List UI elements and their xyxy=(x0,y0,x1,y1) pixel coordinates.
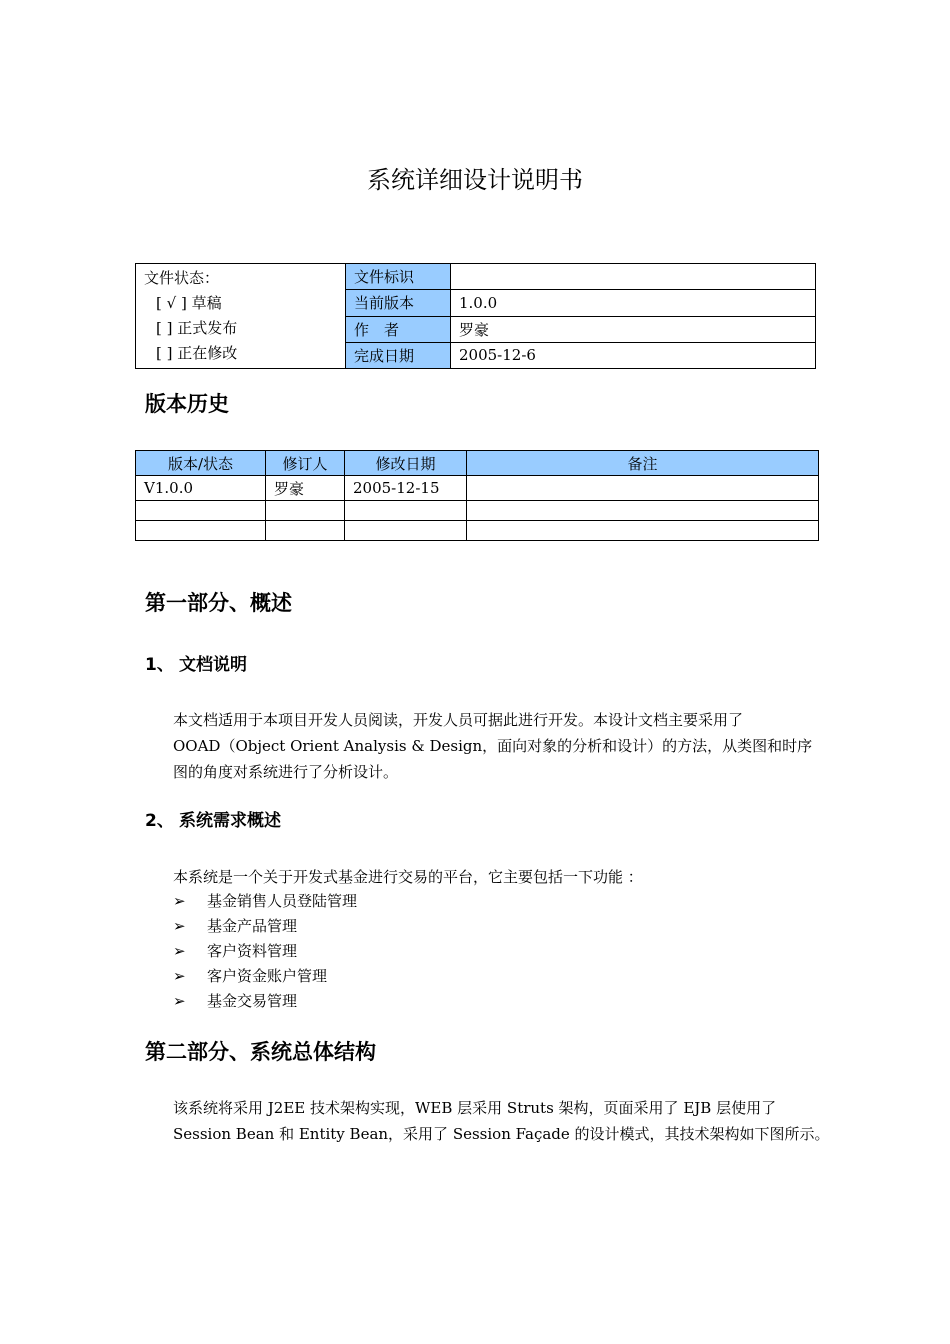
status-option-draft: [ √ ] 草稿 xyxy=(156,294,222,312)
history-cell-reviser xyxy=(266,521,345,541)
status-option-modifying: [ ] 正在修改 xyxy=(156,344,238,362)
part2-paragraph xyxy=(173,1095,843,1147)
history-cell-version xyxy=(136,501,266,521)
section-2-intro: 本系统是一个关于开发式基金进行交易的平台，它主要包括一下功能 ： xyxy=(173,868,643,886)
section-1-title: 文档说明 xyxy=(179,655,247,675)
arrow-bullet-icon: ➢ xyxy=(173,992,186,1010)
list-item-label: 基金产品管理 xyxy=(207,917,298,935)
history-cell-reviser xyxy=(266,501,345,521)
list-item xyxy=(173,914,357,939)
part1-heading: 第一部分、概述 xyxy=(145,591,292,615)
meta-label-author: 作 者 xyxy=(346,316,451,342)
meta-value-version: 1.0.0 xyxy=(451,290,816,316)
part2-heading: 第二部分、系统总体结构 xyxy=(145,1040,376,1064)
history-cell-reviser: 罗豪 xyxy=(266,476,345,501)
arrow-bullet-icon: ➢ xyxy=(173,892,186,910)
section-1-number: 1、 xyxy=(145,655,174,675)
section-2-title: 系统需求概述 xyxy=(179,811,281,831)
meta-label-version: 当前版本 xyxy=(346,290,451,316)
history-header-date: 修改日期 xyxy=(345,451,467,476)
list-item xyxy=(173,939,357,964)
list-item xyxy=(173,989,357,1014)
history-cell-date: 2005-12-15 xyxy=(345,476,467,501)
section-1-paragraph xyxy=(173,707,823,785)
section-2-number: 2、 xyxy=(145,811,174,831)
list-item-label: 客户资料管理 xyxy=(207,942,298,960)
list-item xyxy=(173,889,357,914)
history-cell-date xyxy=(345,501,467,521)
meta-label-date: 完成日期 xyxy=(346,342,451,368)
paragraph-line: 该系统将采用 J2EE 技术架构实现，WEB 层采用 Struts 架构，页面采用了 EJB 层使用了 xyxy=(173,1099,777,1117)
meta-value-date: 2005-12-6 xyxy=(451,342,816,368)
meta-label-file-id: 文件标识 xyxy=(346,264,451,290)
paragraph-line: 本文档适用于本项目开发人员阅读，开发人员可据此进行开发。本设计文档主要采用了 xyxy=(173,711,744,729)
list-item xyxy=(173,964,357,989)
history-header-reviser: 修订人 xyxy=(266,451,345,476)
file-status-cell xyxy=(136,264,346,369)
file-status-label: 文件状态： xyxy=(144,269,220,287)
list-item-label: 基金交易管理 xyxy=(207,992,298,1010)
meta-value-file-id xyxy=(451,264,816,290)
history-cell-notes xyxy=(467,521,819,541)
table-row xyxy=(136,521,819,541)
history-cell-version xyxy=(136,521,266,541)
list-item-label: 基金销售人员登陆管理 xyxy=(207,892,358,910)
version-history-heading: 版本历史 xyxy=(145,392,229,416)
section-1-heading xyxy=(145,650,247,675)
history-header-notes: 备注 xyxy=(467,451,819,476)
version-history-table xyxy=(135,450,819,541)
arrow-bullet-icon: ➢ xyxy=(173,967,186,985)
arrow-bullet-icon: ➢ xyxy=(173,917,186,935)
history-cell-date xyxy=(345,521,467,541)
list-item-label: 客户资金账户管理 xyxy=(207,967,328,985)
paragraph-line: Session Bean 和 Entity Bean，采用了 Session Façade 的设计模式，其技术架构如下图所示。 xyxy=(173,1125,830,1143)
paragraph-line: 图的角度对系统进行了分析设计。 xyxy=(173,763,399,781)
table-row xyxy=(136,476,819,501)
history-header-version: 版本/状态 xyxy=(136,451,266,476)
table-row xyxy=(136,501,819,521)
document-meta-table xyxy=(135,263,816,369)
history-cell-notes xyxy=(467,501,819,521)
history-cell-notes xyxy=(467,476,819,501)
history-cell-version: V1.0.0 xyxy=(136,476,266,501)
paragraph-line: OOAD（Object Orient Analysis & Design，面向对象的分析和设计）的方法，从类图和时序 xyxy=(173,737,813,755)
meta-value-author: 罗豪 xyxy=(451,316,816,342)
document-title: 系统详细设计说明书 xyxy=(367,166,583,194)
arrow-bullet-icon: ➢ xyxy=(173,942,186,960)
section-2-heading xyxy=(145,806,281,831)
status-option-released: [ ] 正式发布 xyxy=(156,319,238,337)
feature-list xyxy=(173,889,357,1014)
